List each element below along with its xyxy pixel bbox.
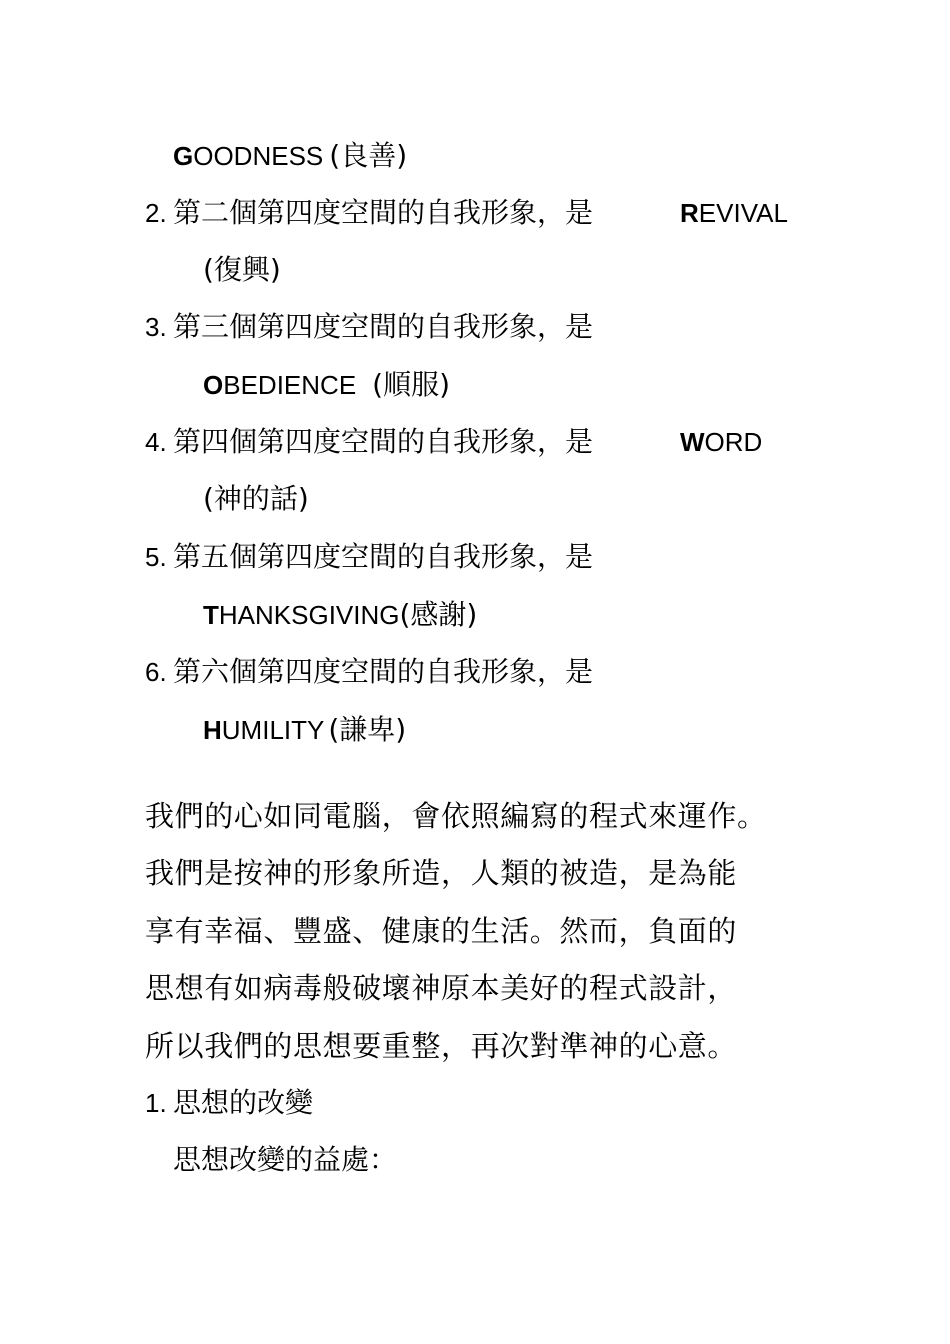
list-item-text: 第六個第四度空間的自我形象，是 <box>173 655 594 688</box>
word-rest: UMILITY <box>221 715 325 745</box>
list-item-text: 第三個第四度空間的自我形象，是 <box>173 310 594 343</box>
section-subtitle: 思想改變的益處： <box>173 1143 398 1176</box>
list-number: 5. <box>145 542 167 572</box>
word-gloss: (謙卑) <box>328 713 407 746</box>
list-number: 2. <box>145 198 167 228</box>
word-gloss: (復興) <box>203 253 281 286</box>
word-rest: ORD <box>704 427 763 457</box>
paragraph-line: 我們的心如同電腦，會依照編寫的程式來運作。 <box>145 799 767 833</box>
word-initial: O <box>203 370 224 400</box>
goodness-line <box>173 138 407 174</box>
word-gloss: (良善) <box>329 139 408 172</box>
section-title: 思想的改變 <box>173 1086 314 1119</box>
paragraph-line: 思想有如病毒般破壞神原本美好的程式設計， <box>145 971 738 1005</box>
word-initial: W <box>680 427 705 457</box>
word-initial: H <box>203 715 222 745</box>
section-number: 1. <box>145 1088 167 1118</box>
word-english <box>203 367 450 403</box>
word-gloss: (感謝) <box>399 598 478 631</box>
word-english <box>203 597 477 633</box>
word-initial: R <box>680 198 699 228</box>
word-gloss: (順服) <box>372 368 451 401</box>
word-rest: OODNESS <box>193 141 324 171</box>
word-english <box>680 424 762 460</box>
word-english <box>203 712 406 748</box>
word-initial: G <box>173 141 194 171</box>
paragraph-line: 所以我們的思想要重整，再次對準神的心意。 <box>145 1029 738 1063</box>
list-number: 3. <box>145 312 167 342</box>
word-initial: T <box>203 600 219 630</box>
list-number: 6. <box>145 657 167 687</box>
list-item-text: 第四個第四度空間的自我形象，是 <box>173 425 594 458</box>
paragraph-line: 享有幸福、豐盛、健康的生活。然而，負面的 <box>145 914 738 948</box>
word-rest: HANKSGIVING <box>218 600 400 630</box>
list-item-text: 第二個第四度空間的自我形象，是 <box>173 196 594 229</box>
word-rest: BEDIENCE <box>223 370 357 400</box>
list-number: 4. <box>145 427 167 457</box>
word-english <box>680 195 788 231</box>
word-rest: EVIVAL <box>698 198 788 228</box>
word-gloss: (神的話) <box>203 482 309 515</box>
paragraph-line: 我們是按神的形象所造，人類的被造，是為能 <box>145 856 738 890</box>
list-item-text: 第五個第四度空間的自我形象，是 <box>173 540 594 573</box>
